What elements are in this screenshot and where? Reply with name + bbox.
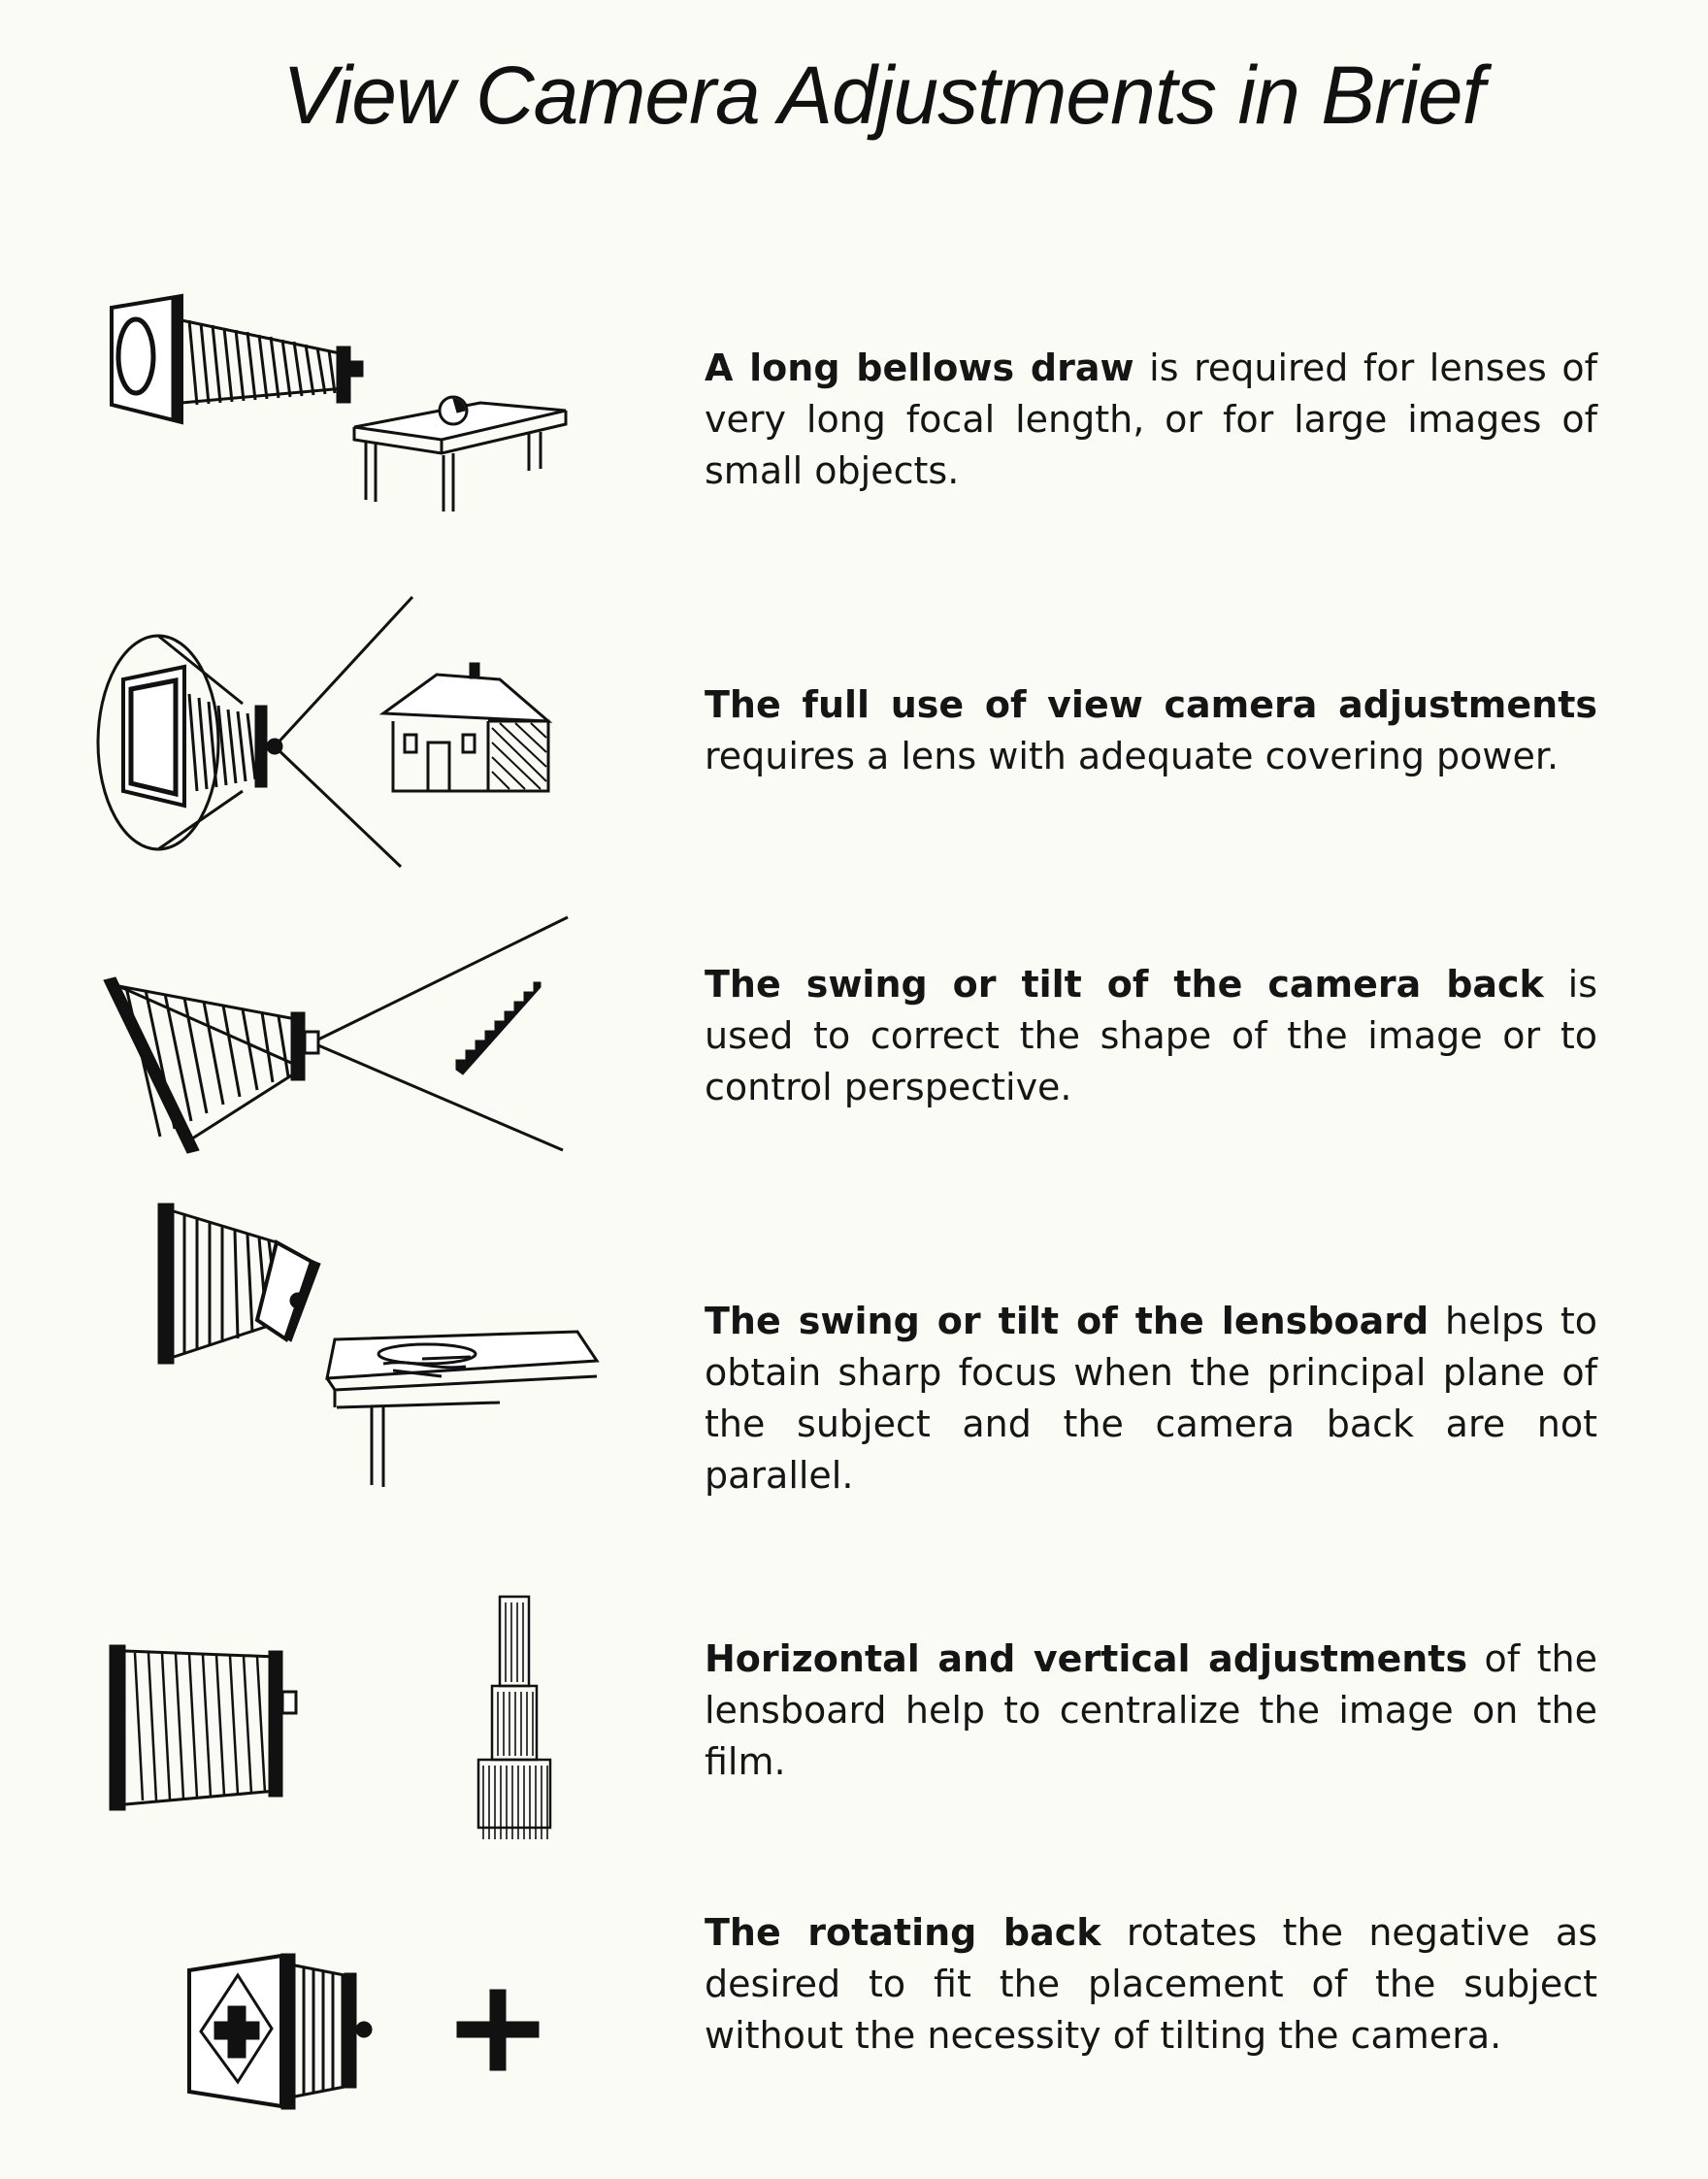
shift-illustration — [92, 1577, 597, 1868]
item-bold: The swing or tilt of the lensboard — [705, 1300, 1429, 1342]
item-shift — [0, 1577, 1708, 1830]
item-rotating-back — [0, 1888, 1708, 2063]
item-bold: The rotating back — [705, 1911, 1101, 1954]
lensboard-tilt-illustration — [92, 1204, 597, 1495]
covering-power-illustration — [92, 592, 597, 883]
page-title: View Camera Adjustments in Brief — [282, 50, 1484, 141]
item-rest: is required for lenses of very long focal length, or for large images of small objects. — [705, 347, 1597, 492]
item-bold: Horizontal and vertical adjustments — [705, 1637, 1468, 1680]
item-rest: rotates the negative as desired to fit the placement of the subject without the necessity of tilting the camera. — [705, 1911, 1597, 2057]
item-text — [705, 1296, 1597, 1502]
item-bold: The full use of view camera adjustments — [705, 683, 1597, 726]
item-text — [705, 1907, 1597, 2062]
item-rest: is used to correct the shape of the image or to control perspective. — [705, 963, 1598, 1108]
item-text — [705, 959, 1597, 1113]
long-bellows-illustration — [92, 277, 597, 568]
item-rest: requires a lens with adequate covering power. — [705, 735, 1560, 777]
item-bold: A long bellows draw — [705, 347, 1134, 389]
item-back-tilt — [0, 898, 1708, 1150]
item-text — [705, 1634, 1597, 1788]
back-tilt-illustration — [92, 898, 597, 1189]
item-rest: helps to obtain sharp focus when the principal plane of the subject and the camera back are not parallel. — [705, 1300, 1598, 1497]
cross-icon — [457, 1990, 539, 2070]
item-text — [705, 679, 1597, 782]
item-lensboard-tilt — [0, 1204, 1708, 1495]
item-covering-power — [0, 592, 1708, 874]
item-long-bellows — [0, 277, 1708, 529]
item-bold: The swing or tilt of the camera back — [705, 963, 1544, 1006]
item-rest: of the lensboard help to centralize the image on the film. — [705, 1637, 1597, 1783]
rotating-back-illustration — [92, 1888, 597, 2179]
item-text — [705, 343, 1597, 497]
skyscraper-icon — [478, 1597, 550, 1839]
